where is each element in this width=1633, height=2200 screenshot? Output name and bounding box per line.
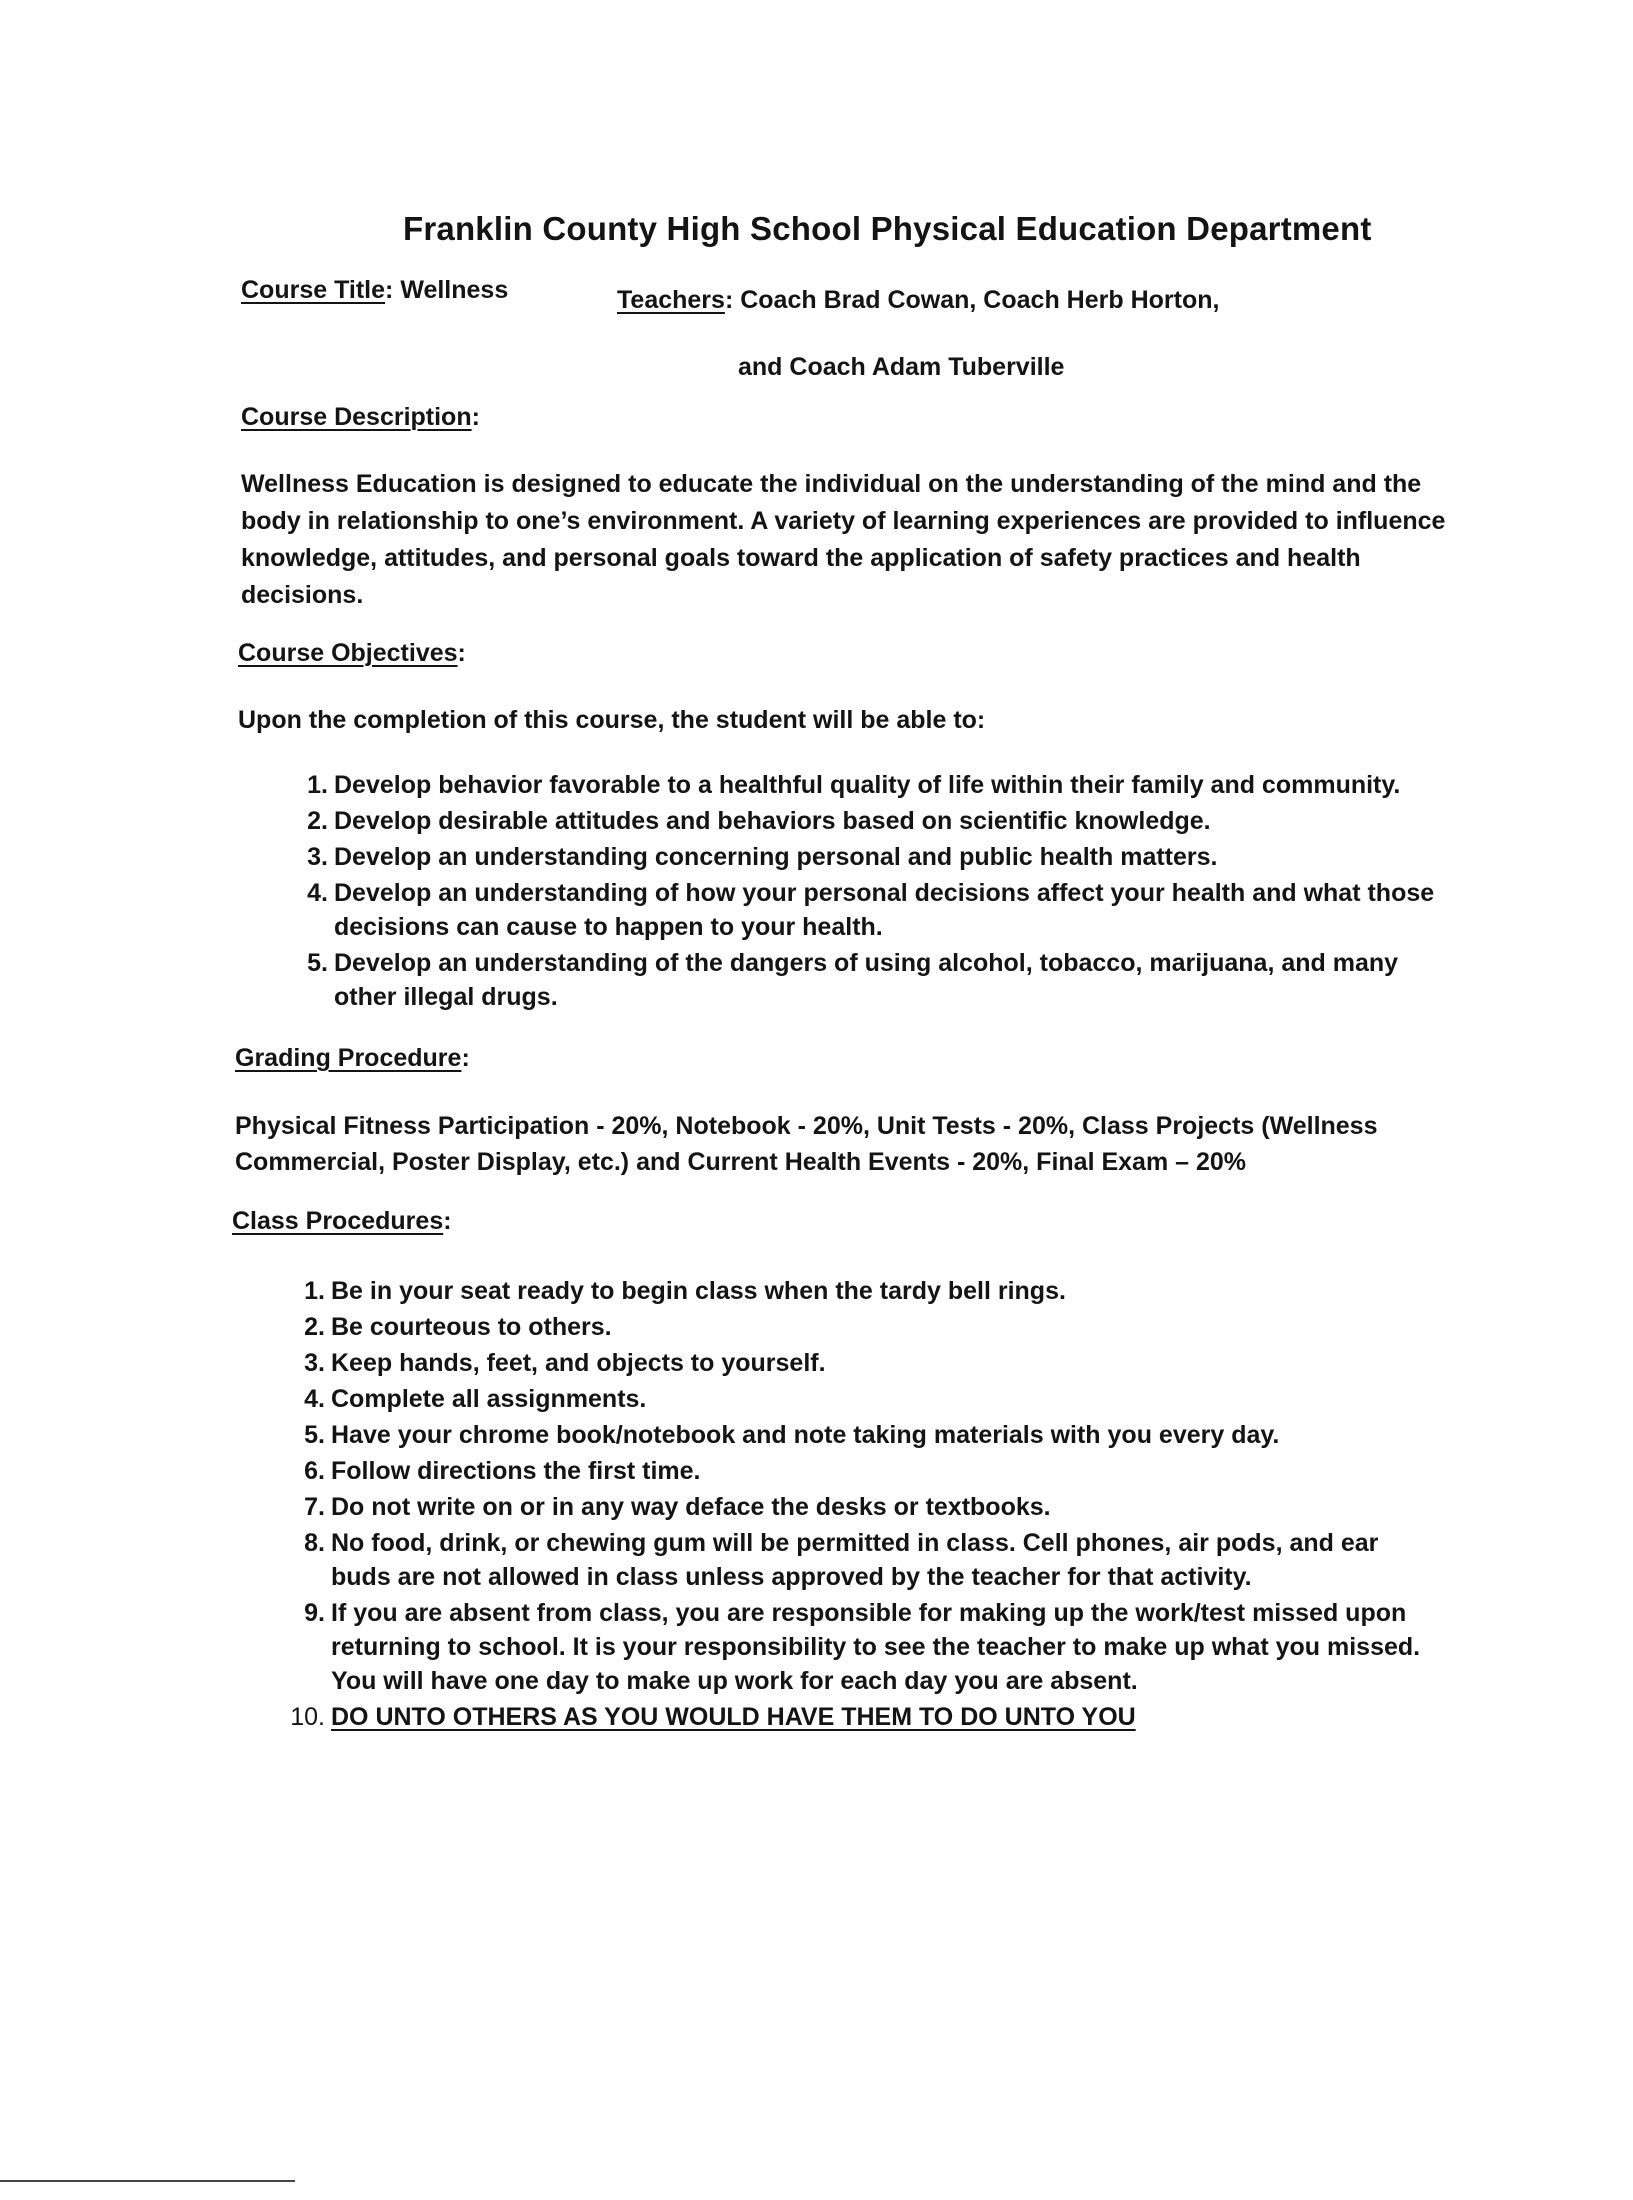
grading-heading: Grading Procedure: xyxy=(235,1044,470,1072)
list-item: 7. Do not write on or in any way deface the desks or textbooks. xyxy=(304,1493,1051,1521)
footer-rule xyxy=(0,2180,295,2182)
list-item: 10. DO UNTO OTHERS AS YOU WOULD HAVE THEM TO DO UNTO YOU xyxy=(290,1703,1136,1731)
course-title-value: Wellness xyxy=(400,276,509,304)
list-item: 5. Develop an understanding of the dangers of using alcohol, tobacco, marijuana, and many other illegal drugs. xyxy=(307,949,1399,1011)
list-item: 8. No food, drink, or chewing gum will be permitted in class. Cell phones, air pods, and ear buds are not allowed in class unless approved by the teacher for that activity. xyxy=(304,1529,1379,1591)
objectives-intro: Upon the completion of this course, the student will be able to: xyxy=(238,706,986,734)
teachers-line-2: and Coach Adam Tuberville xyxy=(738,353,1065,381)
course-title-label: Course Title xyxy=(241,276,386,304)
procedures-heading: Class Procedures: xyxy=(232,1207,452,1235)
list-item: 2. Be courteous to others. xyxy=(304,1313,612,1341)
procedures-list xyxy=(285,1274,1445,1736)
teachers-line-1: Teachers: Coach Brad Cowan, Coach Herb Horton, xyxy=(617,286,1220,314)
list-item: 5. Have your chrome book/notebook and note taking materials with you every day. xyxy=(304,1421,1280,1449)
teachers-label: Teachers xyxy=(617,286,725,314)
list-item: 1. Be in your seat ready to begin class when the tardy bell rings. xyxy=(304,1277,1066,1305)
list-item: 6. Follow directions the first time. xyxy=(304,1457,701,1485)
teachers-names-1: Coach Brad Cowan, Coach Herb Horton, xyxy=(740,286,1220,314)
list-item: 4. Complete all assignments. xyxy=(304,1385,647,1413)
description-text: Wellness Education is designed to educate the individual on the understanding of the mind and the body in relationship to one’s environment. A variety of learning experiences are provided to influence knowledge, attitudes, and personal goals toward the application of safety practices and health decisions. xyxy=(241,470,1446,609)
list-item: 3. Develop an understanding concerning personal and public health matters. xyxy=(307,843,1218,871)
list-item: 1. Develop behavior favorable to a healthful quality of life within their family and community. xyxy=(307,771,1401,799)
list-item: 4. Develop an understanding of how your personal decisions affect your health and what those decisions can cause to happen to your health. xyxy=(307,879,1435,941)
course-title-line: Course Title: Wellness xyxy=(241,276,509,304)
page-title: Franklin County High School Physical Education Department xyxy=(403,210,1372,247)
list-item: 9. If you are absent from class, you are responsible for making up the work/test missed upon returning to school. It is your responsibility to see the teacher to make up what you missed. You will have one day to make up work for each day you are absent. xyxy=(304,1599,1421,1695)
objectives-heading: Course Objectives: xyxy=(238,639,466,667)
objectives-list xyxy=(288,768,1448,1016)
list-item: 2. Develop desirable attitudes and behaviors based on scientific knowledge. xyxy=(307,807,1211,835)
grading-text: Physical Fitness Participation - 20%, Notebook - 20%, Unit Tests - 20%, Class Projects (Wellness Commercial, Poster Display, etc.) and Current Health Events - 20%, Final Exam – 20% xyxy=(235,1112,1378,1176)
list-item: 3. Keep hands, feet, and objects to yourself. xyxy=(304,1349,826,1377)
description-heading: Course Description: xyxy=(241,403,480,431)
